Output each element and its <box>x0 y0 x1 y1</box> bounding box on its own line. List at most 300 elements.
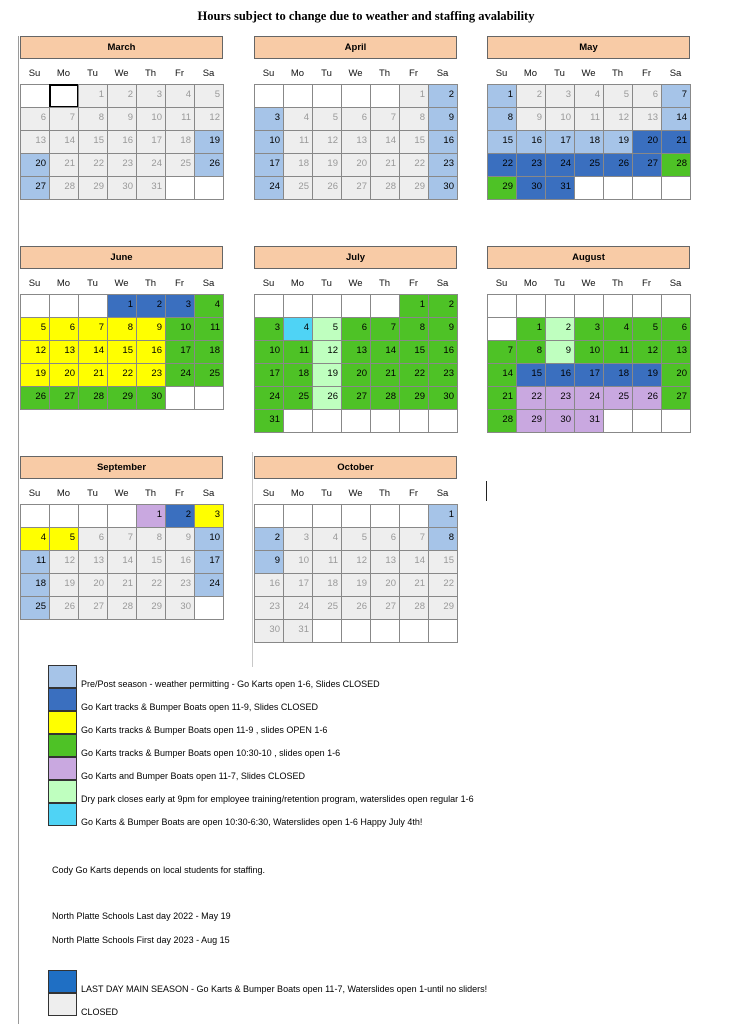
legend-swatch-full-hours <box>48 734 77 757</box>
weekday-label: Th <box>144 68 157 79</box>
day-cell: 13 <box>370 550 400 574</box>
day-cell: 6 <box>661 317 691 341</box>
day-cell: 6 <box>49 317 79 341</box>
day-cell: 31 <box>136 176 166 200</box>
day-cell: 4 <box>194 294 224 318</box>
day-cell: 23 <box>428 153 458 177</box>
day-cell: 25 <box>283 176 313 200</box>
day-cell: 30 <box>516 176 546 200</box>
month-header: August <box>487 246 690 269</box>
empty-day-cell <box>370 504 400 528</box>
day-cell: 11 <box>603 340 633 364</box>
day-cell: 9 <box>428 317 458 341</box>
day-cell: 1 <box>399 294 429 318</box>
day-cell: 26 <box>632 386 662 410</box>
empty-day-cell <box>283 294 313 318</box>
day-cell: 8 <box>136 527 166 551</box>
empty-day-cell <box>370 84 400 108</box>
day-cell: 16 <box>107 130 137 154</box>
weekday-label: Sa <box>436 68 449 79</box>
day-cell: 16 <box>428 130 458 154</box>
weekday-label: Sa <box>436 278 449 289</box>
day-cell: 11 <box>20 550 50 574</box>
weekday-label: Su <box>28 488 41 499</box>
day-cell: 10 <box>283 550 313 574</box>
legend-label-karts-11-7: Go Karts and Bumper Boats open 11-7, Slides CLOSED <box>81 771 305 781</box>
school-first-day-note: North Platte Schools First day 2023 - Aug 15 <box>52 935 230 945</box>
day-cell: 18 <box>283 153 313 177</box>
day-cell: 26 <box>194 153 224 177</box>
weekday-label: Sa <box>669 68 682 79</box>
empty-day-cell <box>632 294 662 318</box>
empty-day-cell <box>312 84 342 108</box>
day-cell: 21 <box>487 386 517 410</box>
empty-day-cell <box>49 504 79 528</box>
legend-label-slides-open: Go Karts tracks & Bumper Boats open 11-9 , slides OPEN 1-6 <box>81 725 328 735</box>
legend-swatch-slides-open <box>48 711 77 734</box>
day-cell: 24 <box>574 386 604 410</box>
day-cell: 19 <box>312 153 342 177</box>
day-cell: 2 <box>428 84 458 108</box>
day-cell: 12 <box>312 130 342 154</box>
day-cell: 23 <box>428 363 458 387</box>
day-cell: 6 <box>632 84 662 108</box>
day-cell: 25 <box>283 386 313 410</box>
school-last-day-note: North Platte Schools Last day 2022 - May 19 <box>52 911 231 921</box>
day-cell: 20 <box>20 153 50 177</box>
day-cell: 16 <box>136 340 166 364</box>
day-cell: 15 <box>399 340 429 364</box>
day-cell: 26 <box>341 596 371 620</box>
day-cell: 21 <box>370 363 400 387</box>
day-cell: 30 <box>254 619 284 643</box>
weekday-label: Fr <box>175 488 184 499</box>
empty-day-cell <box>428 619 458 643</box>
weekday-label: Tu <box>554 278 565 289</box>
day-cell: 21 <box>399 573 429 597</box>
day-cell: 11 <box>165 107 195 131</box>
day-cell: 19 <box>632 363 662 387</box>
day-cell: 15 <box>78 130 108 154</box>
day-cell: 15 <box>516 363 546 387</box>
empty-day-cell <box>632 409 662 433</box>
day-cell: 15 <box>399 130 429 154</box>
day-cell: 2 <box>428 294 458 318</box>
weekday-label: Tu <box>554 68 565 79</box>
day-cell: 14 <box>370 340 400 364</box>
day-cell: 26 <box>603 153 633 177</box>
day-cell: 21 <box>49 153 79 177</box>
weekday-label: Fr <box>642 278 651 289</box>
day-cell: 27 <box>632 153 662 177</box>
day-cell: 14 <box>661 107 691 131</box>
weekday-label: We <box>114 68 129 79</box>
day-cell: 14 <box>487 363 517 387</box>
day-cell: 28 <box>370 386 400 410</box>
empty-day-cell <box>312 619 342 643</box>
day-cell: 2 <box>165 504 195 528</box>
day-cell: 14 <box>370 130 400 154</box>
day-cell: 18 <box>194 340 224 364</box>
day-cell: 26 <box>20 386 50 410</box>
day-cell: 3 <box>165 294 195 318</box>
empty-day-cell <box>312 409 342 433</box>
day-cell: 6 <box>341 317 371 341</box>
day-cell: 12 <box>194 107 224 131</box>
day-cell: 23 <box>545 386 575 410</box>
day-cell: 16 <box>545 363 575 387</box>
day-cell: 29 <box>487 176 517 200</box>
day-cell: 12 <box>312 340 342 364</box>
day-cell: 22 <box>78 153 108 177</box>
day-cell: 23 <box>136 363 166 387</box>
weekday-label: Th <box>144 488 157 499</box>
day-cell: 14 <box>107 550 137 574</box>
weekday-label: Fr <box>175 68 184 79</box>
empty-day-cell <box>399 504 429 528</box>
day-cell: 6 <box>78 527 108 551</box>
day-cell: 3 <box>574 317 604 341</box>
weekday-label: Su <box>262 68 275 79</box>
day-cell: 25 <box>312 596 342 620</box>
day-cell: 30 <box>107 176 137 200</box>
day-cell: 14 <box>399 550 429 574</box>
selected-day-cell <box>49 84 79 108</box>
day-cell: 13 <box>661 340 691 364</box>
legend-swatch-early-close <box>48 780 77 803</box>
day-cell: 13 <box>341 340 371 364</box>
day-cell: 10 <box>545 107 575 131</box>
day-cell: 12 <box>49 550 79 574</box>
weekday-label: Su <box>495 278 508 289</box>
day-cell: 4 <box>283 107 313 131</box>
day-cell: 9 <box>428 107 458 131</box>
day-cell: 28 <box>661 153 691 177</box>
page-title: Hours subject to change due to weather and staffing avalability <box>197 9 535 23</box>
weekday-label: Tu <box>87 68 98 79</box>
day-cell: 20 <box>341 363 371 387</box>
day-cell: 21 <box>78 363 108 387</box>
day-cell: 16 <box>428 340 458 364</box>
day-cell: 24 <box>165 363 195 387</box>
weekday-label: Tu <box>321 488 332 499</box>
day-cell: 10 <box>254 130 284 154</box>
month-header: October <box>254 456 457 479</box>
day-cell: 28 <box>49 176 79 200</box>
day-cell: 22 <box>428 573 458 597</box>
day-cell: 30 <box>428 176 458 200</box>
weekday-label: Th <box>378 68 391 79</box>
legend-label-closed: CLOSED <box>81 1007 119 1017</box>
empty-day-cell <box>312 504 342 528</box>
day-cell: 23 <box>107 153 137 177</box>
day-cell: 24 <box>194 573 224 597</box>
day-cell: 26 <box>312 176 342 200</box>
day-cell: 19 <box>603 130 633 154</box>
weekday-label: Mo <box>56 68 71 79</box>
day-cell: 25 <box>194 363 224 387</box>
empty-day-cell <box>603 409 633 433</box>
empty-day-cell <box>428 409 458 433</box>
day-cell: 31 <box>545 176 575 200</box>
empty-day-cell <box>20 504 50 528</box>
day-cell: 12 <box>632 340 662 364</box>
day-cell: 19 <box>20 363 50 387</box>
day-cell: 25 <box>603 386 633 410</box>
day-cell: 1 <box>399 84 429 108</box>
day-cell: 24 <box>545 153 575 177</box>
day-cell: 2 <box>254 527 284 551</box>
empty-day-cell <box>20 84 50 108</box>
day-cell: 11 <box>574 107 604 131</box>
day-cell: 31 <box>574 409 604 433</box>
day-cell: 5 <box>49 527 79 551</box>
day-cell: 15 <box>487 130 517 154</box>
day-cell: 29 <box>399 176 429 200</box>
legend-label-early-close: Dry park closes early at 9pm for employee training/retention program, waterslides open regular 1-6 <box>81 794 474 804</box>
weekday-label: We <box>114 278 129 289</box>
day-cell: 1 <box>428 504 458 528</box>
empty-day-cell <box>399 409 429 433</box>
empty-day-cell <box>661 294 691 318</box>
day-cell: 1 <box>487 84 517 108</box>
day-cell: 31 <box>283 619 313 643</box>
empty-day-cell <box>20 294 50 318</box>
day-cell: 28 <box>487 409 517 433</box>
day-cell: 30 <box>545 409 575 433</box>
empty-day-cell <box>399 619 429 643</box>
day-cell: 29 <box>136 596 166 620</box>
empty-day-cell <box>194 386 224 410</box>
day-cell: 9 <box>545 340 575 364</box>
day-cell: 6 <box>370 527 400 551</box>
weekday-label: Th <box>378 488 391 499</box>
day-cell: 19 <box>49 573 79 597</box>
weekday-label: Mo <box>523 278 538 289</box>
month-header: April <box>254 36 457 59</box>
empty-day-cell <box>165 176 195 200</box>
day-cell: 22 <box>399 363 429 387</box>
day-cell: 23 <box>516 153 546 177</box>
day-cell: 2 <box>516 84 546 108</box>
weekday-label: Sa <box>436 488 449 499</box>
day-cell: 11 <box>283 340 313 364</box>
day-cell: 27 <box>49 386 79 410</box>
day-cell: 14 <box>78 340 108 364</box>
empty-day-cell <box>283 409 313 433</box>
legend-label-karts-11-9: Go Kart tracks & Bumper Boats open 11-9, Slides CLOSED <box>81 702 318 712</box>
day-cell: 5 <box>312 107 342 131</box>
day-cell: 4 <box>283 317 313 341</box>
day-cell: 5 <box>194 84 224 108</box>
legend-label-full-hours: Go Karts tracks & Bumper Boats open 10:30-10 , slides open 1-6 <box>81 748 341 758</box>
day-cell: 21 <box>107 573 137 597</box>
day-cell: 28 <box>370 176 400 200</box>
day-cell: 1 <box>107 294 137 318</box>
weekday-label: Th <box>378 278 391 289</box>
day-cell: 30 <box>428 386 458 410</box>
day-cell: 8 <box>399 317 429 341</box>
day-cell: 30 <box>165 596 195 620</box>
day-cell: 15 <box>428 550 458 574</box>
day-cell: 10 <box>165 317 195 341</box>
weekday-label: Mo <box>290 68 305 79</box>
weekday-label: We <box>348 488 363 499</box>
day-cell: 17 <box>283 573 313 597</box>
day-cell: 9 <box>107 107 137 131</box>
weekday-label: We <box>581 68 596 79</box>
day-cell: 9 <box>254 550 284 574</box>
day-cell: 18 <box>165 130 195 154</box>
staffing-note: Cody Go Karts depends on local students for staffing. <box>52 865 265 875</box>
day-cell: 5 <box>341 527 371 551</box>
day-cell: 29 <box>78 176 108 200</box>
day-cell: 9 <box>165 527 195 551</box>
empty-day-cell <box>661 176 691 200</box>
day-cell: 10 <box>194 527 224 551</box>
day-cell: 17 <box>136 130 166 154</box>
text-cursor <box>486 481 487 501</box>
empty-day-cell <box>341 409 371 433</box>
day-cell: 31 <box>254 409 284 433</box>
empty-day-cell <box>254 504 284 528</box>
month-header: May <box>487 36 690 59</box>
weekday-label: We <box>114 488 129 499</box>
day-cell: 17 <box>254 363 284 387</box>
day-cell: 2 <box>107 84 137 108</box>
weekday-label: Th <box>144 278 157 289</box>
day-cell: 26 <box>49 596 79 620</box>
weekday-label: Sa <box>202 68 215 79</box>
day-cell: 9 <box>516 107 546 131</box>
day-cell: 22 <box>487 153 517 177</box>
day-cell: 13 <box>78 550 108 574</box>
day-cell: 1 <box>516 317 546 341</box>
empty-day-cell <box>78 504 108 528</box>
month-header: June <box>20 246 223 269</box>
legend-label-last-day: LAST DAY MAIN SEASON - Go Karts & Bumper Boats open 11-7, Waterslides open 1-until no sliders! <box>81 984 488 994</box>
day-cell: 27 <box>78 596 108 620</box>
legend-label-pre-post-season: Pre/Post season - weather permitting - Go Karts open 1-6, Slides CLOSED <box>81 679 380 689</box>
day-cell: 23 <box>165 573 195 597</box>
empty-day-cell <box>574 176 604 200</box>
day-cell: 27 <box>661 386 691 410</box>
day-cell: 10 <box>254 340 284 364</box>
day-cell: 27 <box>370 596 400 620</box>
day-cell: 17 <box>254 153 284 177</box>
day-cell: 22 <box>399 153 429 177</box>
day-cell: 7 <box>107 527 137 551</box>
day-cell: 15 <box>107 340 137 364</box>
empty-day-cell <box>516 294 546 318</box>
empty-day-cell <box>165 386 195 410</box>
empty-day-cell <box>194 176 224 200</box>
day-cell: 12 <box>341 550 371 574</box>
day-cell: 2 <box>545 317 575 341</box>
day-cell: 20 <box>370 573 400 597</box>
day-cell: 7 <box>370 317 400 341</box>
weekday-label: Su <box>262 278 275 289</box>
day-cell: 27 <box>20 176 50 200</box>
day-cell: 13 <box>49 340 79 364</box>
day-cell: 8 <box>428 527 458 551</box>
day-cell: 5 <box>632 317 662 341</box>
day-cell: 14 <box>49 130 79 154</box>
day-cell: 3 <box>254 107 284 131</box>
day-cell: 24 <box>254 386 284 410</box>
empty-day-cell <box>78 294 108 318</box>
day-cell: 11 <box>194 317 224 341</box>
day-cell: 28 <box>78 386 108 410</box>
day-cell: 24 <box>136 153 166 177</box>
day-cell: 28 <box>399 596 429 620</box>
day-cell: 16 <box>516 130 546 154</box>
day-cell: 12 <box>20 340 50 364</box>
day-cell: 3 <box>545 84 575 108</box>
day-cell: 11 <box>312 550 342 574</box>
day-cell: 17 <box>165 340 195 364</box>
day-cell: 6 <box>341 107 371 131</box>
empty-day-cell <box>312 294 342 318</box>
day-cell: 2 <box>136 294 166 318</box>
day-cell: 13 <box>341 130 371 154</box>
day-cell: 20 <box>661 363 691 387</box>
day-cell: 3 <box>194 504 224 528</box>
day-cell: 21 <box>661 130 691 154</box>
weekday-label: Mo <box>523 68 538 79</box>
day-cell: 10 <box>136 107 166 131</box>
empty-day-cell <box>49 294 79 318</box>
day-cell: 20 <box>78 573 108 597</box>
day-cell: 18 <box>20 573 50 597</box>
day-cell: 3 <box>254 317 284 341</box>
day-cell: 7 <box>399 527 429 551</box>
day-cell: 22 <box>516 386 546 410</box>
weekday-label: Fr <box>409 488 418 499</box>
day-cell: 26 <box>312 386 342 410</box>
empty-day-cell <box>661 409 691 433</box>
day-cell: 4 <box>574 84 604 108</box>
day-cell: 4 <box>603 317 633 341</box>
day-cell: 24 <box>254 176 284 200</box>
day-cell: 5 <box>603 84 633 108</box>
day-cell: 5 <box>20 317 50 341</box>
day-cell: 15 <box>136 550 166 574</box>
day-cell: 29 <box>107 386 137 410</box>
day-cell: 20 <box>632 130 662 154</box>
weekday-label: Sa <box>202 278 215 289</box>
weekday-label: We <box>348 278 363 289</box>
empty-day-cell <box>341 294 371 318</box>
day-cell: 8 <box>399 107 429 131</box>
weekday-label: Mo <box>56 488 71 499</box>
legend-label-july-4th: Go Karts & Bumper Boats are open 10:30-6:30, Waterslides open 1-6 Happy July 4th! <box>81 817 423 827</box>
day-cell: 1 <box>136 504 166 528</box>
weekday-label: Su <box>28 278 41 289</box>
empty-day-cell <box>545 294 575 318</box>
day-cell: 22 <box>107 363 137 387</box>
day-cell: 29 <box>428 596 458 620</box>
weekday-label: Tu <box>321 278 332 289</box>
legend-swatch-closed <box>48 993 77 1016</box>
empty-day-cell <box>341 84 371 108</box>
weekday-label: Mo <box>56 278 71 289</box>
day-cell: 17 <box>194 550 224 574</box>
day-cell: 18 <box>283 363 313 387</box>
weekday-label: Fr <box>175 278 184 289</box>
day-cell: 25 <box>20 596 50 620</box>
day-cell: 17 <box>545 130 575 154</box>
